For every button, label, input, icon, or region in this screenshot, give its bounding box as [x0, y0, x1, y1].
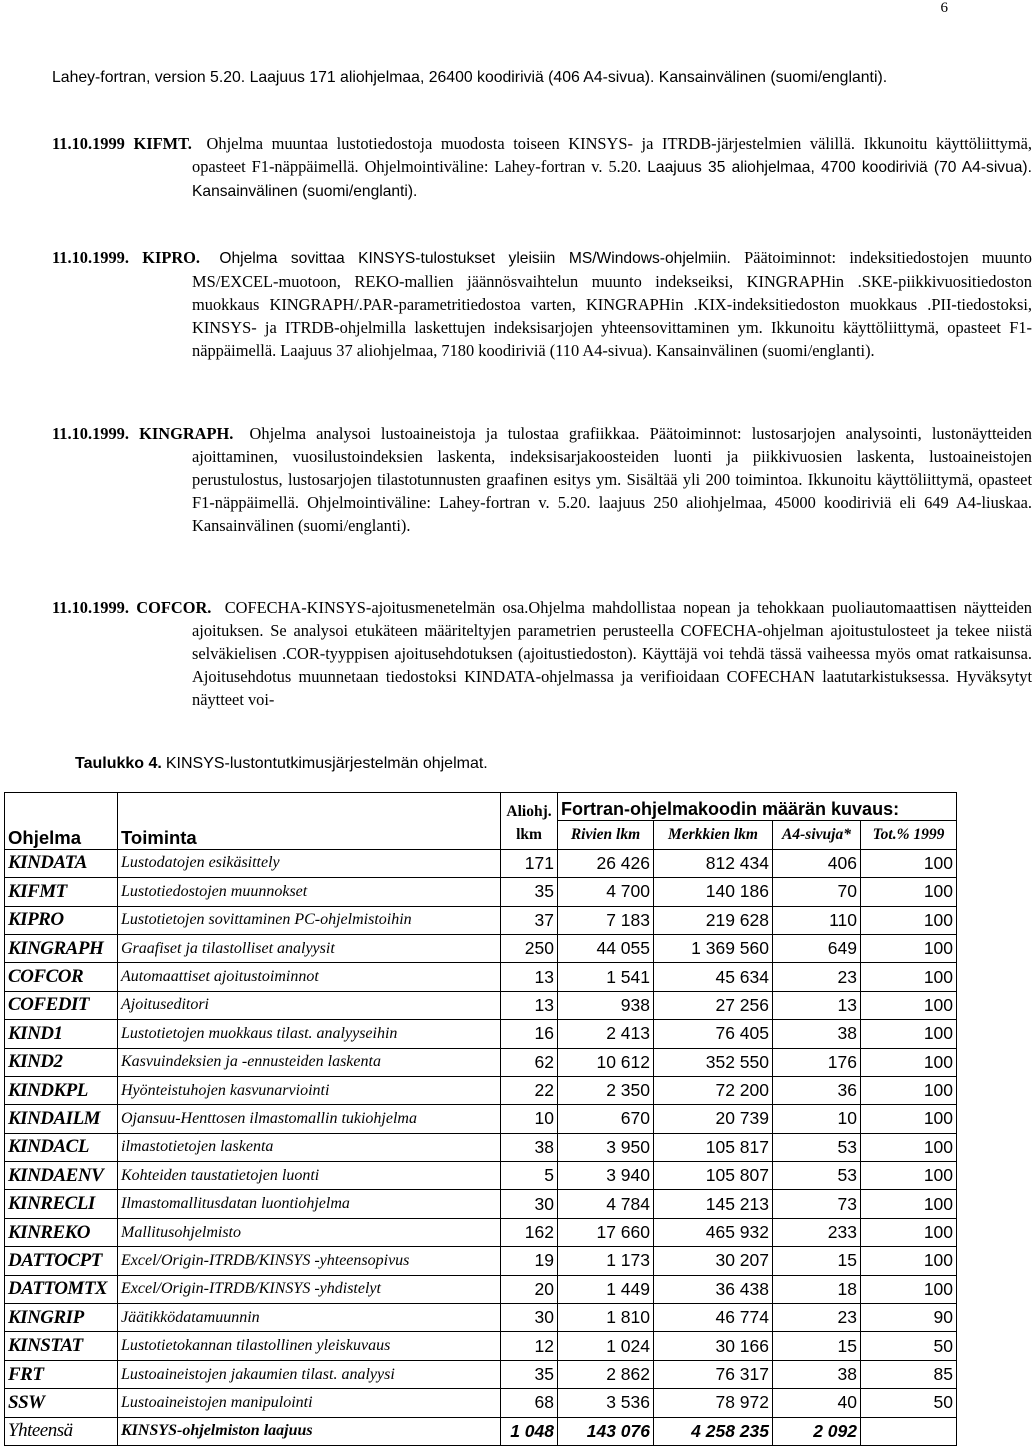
- table-row: [5, 906, 957, 934]
- table-row: [5, 1247, 957, 1275]
- cell-pct: 100: [861, 1133, 957, 1161]
- header-code-title: Fortran-ohjelmakoodin määrän kuvaus:: [558, 793, 957, 821]
- cell-pages: 38: [773, 1020, 861, 1048]
- cell-function: Mallitusohjelmisto: [118, 1218, 501, 1246]
- cell-pct: 100: [861, 878, 957, 906]
- total-cell-pct: [861, 1417, 957, 1445]
- table-row: [5, 963, 957, 991]
- cell-lines: 44 055: [558, 934, 654, 962]
- entry-cofcor: [52, 596, 1032, 711]
- cell-program: KINDAILM: [5, 1105, 118, 1133]
- entry-kingraph-text: Ohjelma analysoi lustoaineistoja ja tulostaa grafiikkaa. Päätoiminnot: lustosarjojen analysointi, lustonäytteiden ajoittaminen, vuosilustoindeksien laskenta, indeksisarjakoosteiden luonti ja piikkivuosien laskenta, lustoaineistojen perustulostus, lustosarjojen tilastotunnusten graafinen esitys ym. Sisältää yli 200 toimintoa. Ikkunoitu käyttöliittymä, opasteet F1-näppäimellä. Ohjelmointiväline: Lahey-fortran v. 5.20. laajuus 250 aliohjelmaa, 45000 koodiriviä eli 649 A4-liuskaa. Kansainvälinen (suomi/englanti).: [192, 424, 1032, 535]
- cell-function: Lustoaineistojen manipulointi: [118, 1389, 501, 1417]
- cell-subprograms: 35: [501, 1360, 558, 1388]
- header-subprograms-top: Aliohj.: [501, 793, 558, 821]
- cell-program: COFCOR: [5, 963, 118, 991]
- entry-cofcor-text: COFECHA-KINSYS-ajoitusmenetelmän osa.Ohjelma mahdollistaa nopean ja tehokkaan puoliautomaattisen näytteiden ajoituksen. Se analysoi etukäteen määriteltyjen parametrien perusteella COFECHA-ohjelman ajoitustulosteet ja tekee niistä selväkielisen .COR-tyyppisen ajoitusehdotuksen (ajoitustiedoston). Käyttäjä voi tehdä tässä vaiheessa myös omat ratkaisunsa. Ajoitusehdotus muunnetaan tiedostoksi KINDATA-ohjelmassa ja verifioidaan COFECHAN laatutarkistuksessa. Hyväksytyt näytteet voi-: [192, 598, 1032, 709]
- cell-pct: 100: [861, 1190, 957, 1218]
- cell-function: Jäätikködatamuunnin: [118, 1304, 501, 1332]
- cell-pct: 50: [861, 1389, 957, 1417]
- cell-lines: 1 173: [558, 1247, 654, 1275]
- cell-lines: 1 810: [558, 1304, 654, 1332]
- cell-pct: 85: [861, 1360, 957, 1388]
- cell-pages: 15: [773, 1332, 861, 1360]
- cell-chars: 46 774: [654, 1304, 773, 1332]
- cell-program: KIND2: [5, 1048, 118, 1076]
- table-caption-label: Taulukko 4.: [75, 755, 162, 772]
- cell-pages: 23: [773, 1304, 861, 1332]
- cell-subprograms: 35: [501, 878, 558, 906]
- cell-program: KIND1: [5, 1020, 118, 1048]
- cell-pages: 176: [773, 1048, 861, 1076]
- header-function: Toiminta: [118, 793, 501, 850]
- cell-pct: 100: [861, 1275, 957, 1303]
- total-cell-subprograms: 1 048: [501, 1417, 558, 1445]
- cell-lines: 1 024: [558, 1332, 654, 1360]
- cell-subprograms: 10: [501, 1105, 558, 1133]
- cell-lines: 938: [558, 991, 654, 1019]
- cell-lines: 3 940: [558, 1162, 654, 1190]
- entry-kingraph-heading: 11.10.1999. KINGRAPH.: [52, 424, 234, 443]
- cell-subprograms: 20: [501, 1275, 558, 1303]
- table-header-row-1: [5, 793, 957, 821]
- cell-chars: 465 932: [654, 1218, 773, 1246]
- cell-chars: 45 634: [654, 963, 773, 991]
- cell-subprograms: 250: [501, 934, 558, 962]
- cell-program: KINREKO: [5, 1218, 118, 1246]
- cell-pages: 15: [773, 1247, 861, 1275]
- cell-lines: 26 426: [558, 849, 654, 877]
- intro-paragraph: Lahey-fortran, version 5.20. Laajuus 171 aliohjelmaa, 26400 koodiriviä (406 A4-sivua). Kansainvälinen (suomi/englanti).: [52, 69, 888, 86]
- cell-program: FRT: [5, 1360, 118, 1388]
- table-row: [5, 1190, 957, 1218]
- cell-program: DATTOCPT: [5, 1247, 118, 1275]
- cell-subprograms: 68: [501, 1389, 558, 1417]
- cell-chars: 76 405: [654, 1020, 773, 1048]
- table-row: [5, 878, 957, 906]
- cell-pct: 100: [861, 849, 957, 877]
- table-row: [5, 991, 957, 1019]
- cell-function: Ajoituseditori: [118, 991, 501, 1019]
- table-row: [5, 1360, 957, 1388]
- entry-kifmt: [52, 132, 1032, 203]
- header-chars: Merkkien lkm: [654, 821, 773, 849]
- cell-lines: 3 950: [558, 1133, 654, 1161]
- entry-kipro: [52, 246, 1032, 362]
- cell-pct: 100: [861, 934, 957, 962]
- cell-pct: 100: [861, 991, 957, 1019]
- cell-program: KINSTAT: [5, 1332, 118, 1360]
- table-row: [5, 1048, 957, 1076]
- cell-chars: 105 807: [654, 1162, 773, 1190]
- cell-subprograms: 162: [501, 1218, 558, 1246]
- entry-kifmt-heading: 11.10.1999 KIFMT.: [52, 134, 192, 153]
- cell-lines: 670: [558, 1105, 654, 1133]
- cell-chars: 105 817: [654, 1133, 773, 1161]
- cell-pages: 53: [773, 1162, 861, 1190]
- cell-function: Lustotietojen muokkaus tilast. analyyseihin: [118, 1020, 501, 1048]
- cell-pct: 100: [861, 1105, 957, 1133]
- cell-lines: 2 413: [558, 1020, 654, 1048]
- cell-pages: 10: [773, 1105, 861, 1133]
- cell-pct: 100: [861, 1020, 957, 1048]
- cell-subprograms: 5: [501, 1162, 558, 1190]
- cell-chars: 140 186: [654, 878, 773, 906]
- cell-lines: 1 449: [558, 1275, 654, 1303]
- cell-program: KINDKPL: [5, 1076, 118, 1104]
- cell-function: Kasvuindeksien ja -ennusteiden laskenta: [118, 1048, 501, 1076]
- cell-function: Excel/Origin-ITRDB/KINSYS -yhdistelyt: [118, 1275, 501, 1303]
- cell-lines: 10 612: [558, 1048, 654, 1076]
- header-program: Ohjelma: [5, 793, 118, 850]
- cell-program: KINRECLI: [5, 1190, 118, 1218]
- cell-pages: 18: [773, 1275, 861, 1303]
- cell-pages: 406: [773, 849, 861, 877]
- cell-function: Excel/Origin-ITRDB/KINSYS -yhteensopivus: [118, 1247, 501, 1275]
- cell-chars: 72 200: [654, 1076, 773, 1104]
- entry-kifmt-text: Ohjelma muuntaa lustotiedostoja muodosta toiseen KINSYS- ja ITRDB-järjestelmien välillä. Ikkunoitu käyttöliittymä, opasteet F1-näppäimellä. Ohjelmointiväline: Lahey-fortran v. 5.20.: [192, 134, 1032, 176]
- cell-subprograms: 62: [501, 1048, 558, 1076]
- cell-program: KIFMT: [5, 878, 118, 906]
- cell-lines: 2 862: [558, 1360, 654, 1388]
- table-row: [5, 1162, 957, 1190]
- entry-kifmt-text-2: Laajuus 35 aliohjelmaa, 4700 koodiriviä (70 A4-sivua). Kansainvälinen (suomi/englanti).: [192, 159, 1032, 200]
- table-row: [5, 1133, 957, 1161]
- page-number: 6: [940, 0, 948, 16]
- cell-pct: 100: [861, 1218, 957, 1246]
- programs-table: [4, 792, 957, 1446]
- cell-pct: 90: [861, 1304, 957, 1332]
- table-row: [5, 1304, 957, 1332]
- cell-program: KINGRAPH: [5, 934, 118, 962]
- cell-subprograms: 37: [501, 906, 558, 934]
- cell-chars: 1 369 560: [654, 934, 773, 962]
- header-rows: Rivien lkm: [558, 821, 654, 849]
- cell-chars: 78 972: [654, 1389, 773, 1417]
- cell-function: Lustotietojen sovittaminen PC-ohjelmistoihin: [118, 906, 501, 934]
- table-row: [5, 1332, 957, 1360]
- table-row: [5, 1275, 957, 1303]
- cell-function: Kohteiden taustatietojen luonti: [118, 1162, 501, 1190]
- cell-pages: 70: [773, 878, 861, 906]
- cell-program: KIPRO: [5, 906, 118, 934]
- cell-function: Lustotietokannan tilastollinen yleiskuvaus: [118, 1332, 501, 1360]
- table-body: [5, 849, 957, 1445]
- cell-pages: 233: [773, 1218, 861, 1246]
- cell-program: KINGRIP: [5, 1304, 118, 1332]
- entry-cofcor-heading: 11.10.1999. COFCOR.: [52, 598, 212, 617]
- cell-program: KINDAENV: [5, 1162, 118, 1190]
- total-cell-chars: 4 258 235: [654, 1417, 773, 1445]
- entry-kingraph: [52, 422, 1032, 537]
- cell-function: ilmastotietojen laskenta: [118, 1133, 501, 1161]
- cell-subprograms: 30: [501, 1304, 558, 1332]
- cell-pages: 73: [773, 1190, 861, 1218]
- cell-subprograms: 16: [501, 1020, 558, 1048]
- cell-function: Lustodatojen esikäsittely: [118, 849, 501, 877]
- header-pct: Tot.% 1999: [861, 821, 957, 849]
- cell-lines: 4 784: [558, 1190, 654, 1218]
- entry-kipro-heading: 11.10.1999. KIPRO.: [52, 248, 201, 267]
- cell-pages: 13: [773, 991, 861, 1019]
- total-cell-pages: 2 092: [773, 1417, 861, 1445]
- cell-pages: 53: [773, 1133, 861, 1161]
- cell-pct: 100: [861, 1162, 957, 1190]
- cell-subprograms: 12: [501, 1332, 558, 1360]
- cell-subprograms: 38: [501, 1133, 558, 1161]
- table-row: [5, 1389, 957, 1417]
- cell-chars: 30 207: [654, 1247, 773, 1275]
- cell-subprograms: 19: [501, 1247, 558, 1275]
- total-cell-program: Yhteensä: [5, 1417, 118, 1445]
- cell-pages: 36: [773, 1076, 861, 1104]
- cell-subprograms: 22: [501, 1076, 558, 1104]
- cell-pages: 38: [773, 1360, 861, 1388]
- cell-chars: 20 739: [654, 1105, 773, 1133]
- cell-pages: 40: [773, 1389, 861, 1417]
- header-pages: A4-sivuja*: [773, 821, 861, 849]
- cell-subprograms: 13: [501, 963, 558, 991]
- cell-chars: 76 317: [654, 1360, 773, 1388]
- entry-kipro-text-2: Päätoiminnot: indeksitiedostojen muunto MS/EXCEL-muotoon, REKO-mallien jäännösvaihtelun muunto indekseiksi, KINGRAPHin .SKE-piikkivuositiedoston muokkaus KINGRAPH/.PAR-parametritiedostoa varten, KINGRAPHin .KIX-indeksitiedoston muokkaus .PII-tiedostoksi, KINSYS- ja ITRDB-ohjelmilla laskettujen indeksisarjojen yhteensovittaminen ym. Ikkunoitu käyttöliittymä, opasteet F1-näppäimellä. Laajuus 37 aliohjelmaa, 7180 koodiriviä (110 A4-sivua). Kansainvälinen (suomi/englanti).: [192, 248, 1032, 360]
- cell-pct: 100: [861, 1076, 957, 1104]
- cell-pages: 23: [773, 963, 861, 991]
- cell-program: KINDATA: [5, 849, 118, 877]
- table-row: [5, 934, 957, 962]
- cell-function: Lustotiedostojen muunnokset: [118, 878, 501, 906]
- entry-kipro-text: Ohjelma sovittaa KINSYS-tulostukset yleisiin MS/Windows-ohjelmiin.: [219, 250, 731, 267]
- cell-program: DATTOMTX: [5, 1275, 118, 1303]
- cell-function: Ilmastomallitusdatan luontiohjelma: [118, 1190, 501, 1218]
- cell-lines: 3 536: [558, 1389, 654, 1417]
- cell-pct: 100: [861, 906, 957, 934]
- cell-function: Graafiset ja tilastolliset analyysit: [118, 934, 501, 962]
- cell-chars: 219 628: [654, 906, 773, 934]
- cell-chars: 812 434: [654, 849, 773, 877]
- cell-program: KINDACL: [5, 1133, 118, 1161]
- total-cell-function: KINSYS-ohjelmiston laajuus: [118, 1417, 501, 1445]
- cell-subprograms: 171: [501, 849, 558, 877]
- cell-function: Lustoaineistojen jakaumien tilast. analyysi: [118, 1360, 501, 1388]
- cell-pct: 100: [861, 1048, 957, 1076]
- cell-pct: 100: [861, 963, 957, 991]
- cell-function: Hyönteistuhojen kasvunarviointi: [118, 1076, 501, 1104]
- cell-function: Ojansuu-Henttosen ilmastomallin tukiohjelma: [118, 1105, 501, 1133]
- cell-program: COFEDIT: [5, 991, 118, 1019]
- table-row: [5, 1020, 957, 1048]
- cell-chars: 30 166: [654, 1332, 773, 1360]
- table-caption-text: KINSYS-lustontutkimusjärjestelmän ohjelmat.: [165, 755, 488, 772]
- cell-chars: 145 213: [654, 1190, 773, 1218]
- cell-subprograms: 30: [501, 1190, 558, 1218]
- cell-lines: 4 700: [558, 878, 654, 906]
- table-row: [5, 1105, 957, 1133]
- cell-program: SSW: [5, 1389, 118, 1417]
- cell-chars: 36 438: [654, 1275, 773, 1303]
- cell-chars: 352 550: [654, 1048, 773, 1076]
- cell-pages: 649: [773, 934, 861, 962]
- cell-pages: 110: [773, 906, 861, 934]
- cell-function: Automaattiset ajoitustoiminnot: [118, 963, 501, 991]
- cell-lines: 2 350: [558, 1076, 654, 1104]
- header-subprograms-bottom: lkm: [501, 821, 558, 849]
- table-row: [5, 1076, 957, 1104]
- cell-lines: 7 183: [558, 906, 654, 934]
- table-row: [5, 849, 957, 877]
- cell-lines: 17 660: [558, 1218, 654, 1246]
- table-caption: [75, 755, 488, 773]
- cell-subprograms: 13: [501, 991, 558, 1019]
- cell-pct: 50: [861, 1332, 957, 1360]
- total-cell-lines: 143 076: [558, 1417, 654, 1445]
- cell-chars: 27 256: [654, 991, 773, 1019]
- cell-pct: 100: [861, 1247, 957, 1275]
- table-row: [5, 1218, 957, 1246]
- table-total-row: [5, 1417, 957, 1445]
- cell-lines: 1 541: [558, 963, 654, 991]
